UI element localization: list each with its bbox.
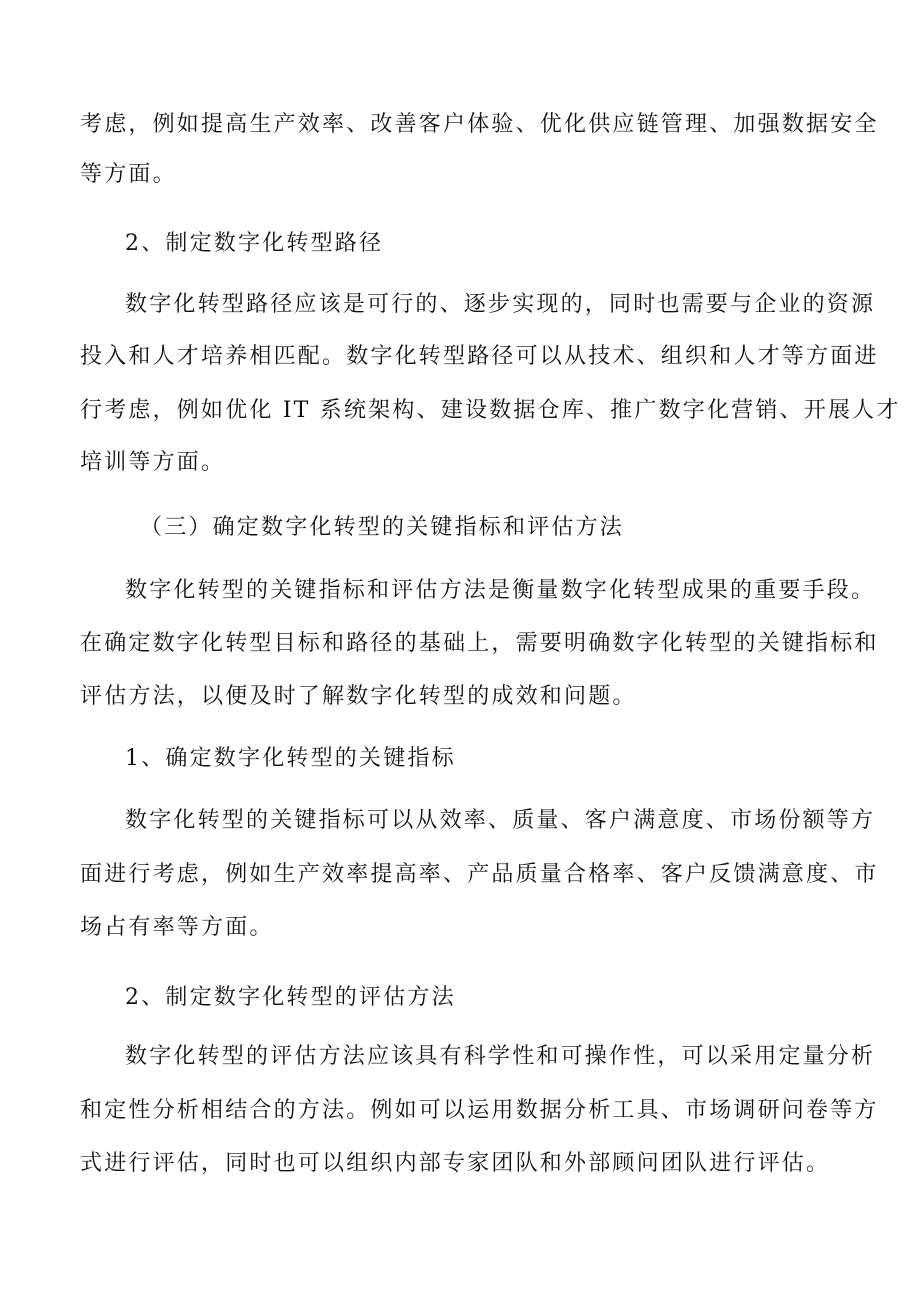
paragraph-line: 考虑，例如提高生产效率、改善客户体验、优化供应链管理、加强数据安全 [80, 112, 879, 137]
paragraph-line: 在确定数字化转型目标和路径的基础上，需要明确数字化转型的关键指标和 [80, 631, 879, 656]
paragraph-line: 数字化转型的关键指标可以从效率、质量、客户满意度、市场份额等方 [125, 808, 876, 833]
paragraph-line: 和定性分析相结合的方法。例如可以运用数据分析工具、市场调研问卷等方 [80, 1098, 879, 1123]
paragraph-line: 培训等方面。 [80, 450, 226, 475]
paragraph-line: 投入和人才培养相匹配。数字化转型路径可以从技术、组织和人才等方面进 [80, 344, 879, 369]
subheading: 2、制定数字化转型的评估方法 [125, 985, 456, 1010]
paragraph-line: 评估方法，以便及时了解数字化转型的成效和问题。 [80, 684, 637, 709]
paragraph-line: 数字化转型的评估方法应该具有科学性和可操作性，可以采用定量分析 [125, 1044, 876, 1069]
paragraph-line: 场占有率等方面。 [80, 915, 274, 940]
paragraph-line: 式进行评估，同时也可以组织内部专家团队和外部顾问团队进行评估。 [80, 1151, 831, 1176]
paragraph-line: 数字化转型的关键指标和评估方法是衡量数字化转型成果的重要手段。 [125, 578, 876, 603]
paragraph-line: 面进行考虑，例如生产效率提高率、产品质量合格率、客户反馈满意度、市 [80, 862, 879, 887]
paragraph-line: 数字化转型路径应该是可行的、逐步实现的，同时也需要与企业的资源 [125, 292, 876, 317]
paragraph-line: 等方面。 [80, 162, 177, 187]
subheading: 2、制定数字化转型路径 [125, 231, 384, 256]
section-heading: （三）确定数字化转型的关键指标和评估方法 [140, 515, 625, 540]
subheading: 1、确定数字化转型的关键指标 [125, 746, 456, 771]
paragraph-line: 行考虑，例如优化 IT 系统架构、建设数据仓库、推广数字化营销、开展人才 [80, 398, 901, 423]
